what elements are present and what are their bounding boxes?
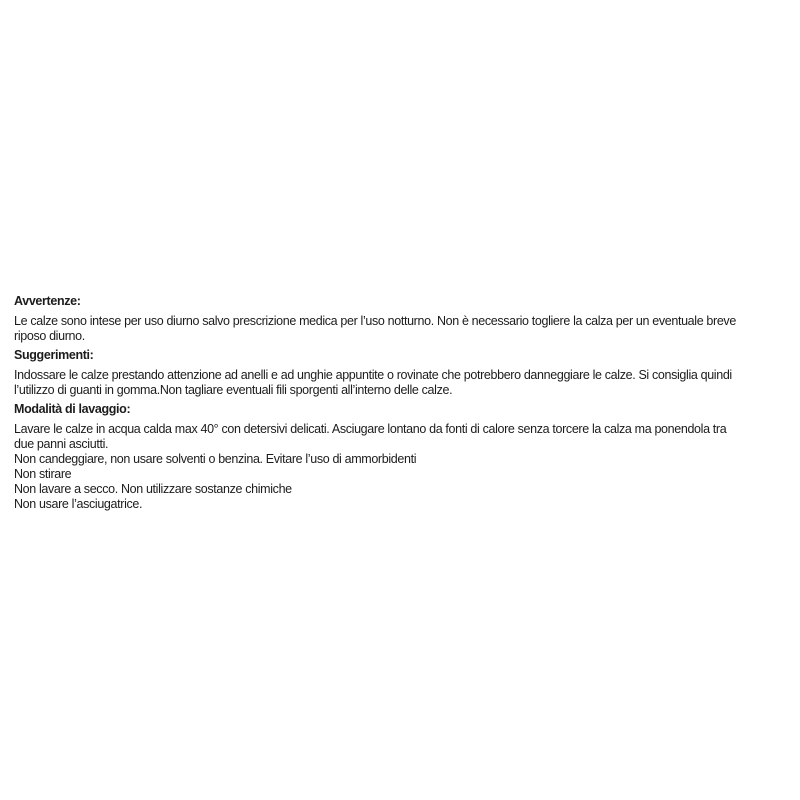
paragraph-line: l’utilizzo di guanti in gomma.Non tagliare eventuali fili sporgenti all’interno delle calze. bbox=[14, 383, 453, 397]
paragraph-line: riposo diurno. bbox=[14, 329, 85, 343]
paragraph-avvertenze bbox=[14, 314, 792, 344]
care-instructions-document bbox=[14, 294, 792, 512]
paragraph-modalita-di-lavaggio bbox=[14, 422, 792, 512]
paragraph-line: Non candeggiare, non usare solventi o benzina. Evitare l’uso di ammorbidenti bbox=[14, 452, 417, 466]
paragraph-suggerimenti bbox=[14, 368, 792, 398]
paragraph-line: Le calze sono intese per uso diurno salvo prescrizione medica per l’uso notturno. Non è necessario togliere la calza per un eventuale breve bbox=[14, 314, 736, 328]
section-heading-modalita-di-lavaggio: Modalità di lavaggio: bbox=[14, 402, 131, 416]
section-heading-avvertenze: Avvertenze: bbox=[14, 294, 81, 308]
paragraph-line: Non lavare a secco. Non utilizzare sostanze chimiche bbox=[14, 482, 292, 496]
section-suggerimenti bbox=[14, 348, 792, 398]
paragraph-line: Non usare l’asciugatrice. bbox=[14, 497, 143, 511]
section-avvertenze bbox=[14, 294, 792, 344]
paragraph-line: due panni asciutti. bbox=[14, 437, 109, 451]
section-heading-suggerimenti: Suggerimenti: bbox=[14, 348, 94, 362]
section-modalita-di-lavaggio bbox=[14, 402, 792, 512]
paragraph-line: Non stirare bbox=[14, 467, 72, 481]
paragraph-line: Lavare le calze in acqua calda max 40° con detersivi delicati. Asciugare lontano da fonti di calore senza torcere la calza ma ponendola tra bbox=[14, 422, 727, 436]
paragraph-line: Indossare le calze prestando attenzione ad anelli e ad unghie appuntite o rovinate che potrebbero danneggiare le calze. Si consiglia quindi bbox=[14, 368, 732, 382]
